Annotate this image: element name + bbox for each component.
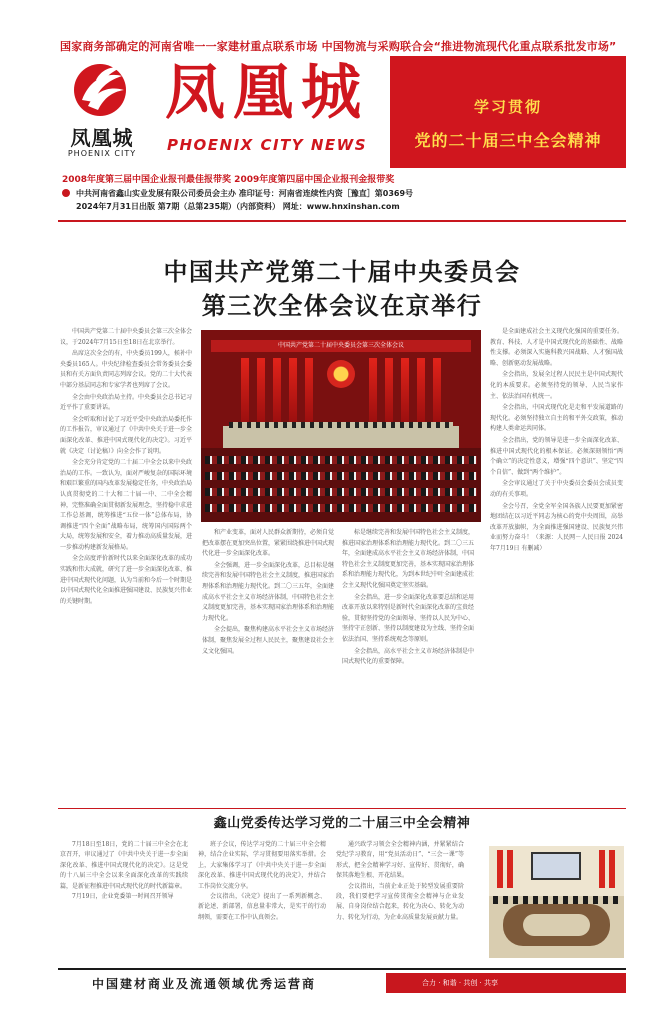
article-column-1 — [60, 327, 192, 755]
rostrum-attendees — [229, 422, 453, 428]
paragraph: 全会指出，发展全过程人民民主是中国式现代化的本质要求。必须坚持党的领导、人民当家作主、依法治国有机统一。 — [490, 371, 623, 400]
attendees — [493, 896, 620, 904]
logo-text: 凤凰城 — [70, 126, 134, 150]
red-flag-icon — [433, 358, 441, 424]
second-article-headline: 鑫山党委传达学习党的二十届三中全会精神 — [213, 816, 471, 831]
paragraph: 通兴政学习领会全会精神内涵，并紧紧结合党纪学习教育，用“党员活动日”、“三会一课”等形式，把全会精神学习好、宣传好、贯彻好，确保其落地生根、开花结果。 — [336, 841, 464, 880]
footer-divider — [58, 968, 626, 970]
paragraph: 和产业变革，面对人民群众新期待，必须自觉把改革摆在更加突出位置，紧紧围绕推进中国式现代化进一步全面深化改革。 — [202, 529, 334, 558]
red-flag-icon — [241, 358, 249, 424]
rostrum — [223, 426, 459, 448]
paragraph: 7月18日至18日，党的二十届三中全会在北京召开，审议通过了《中共中央关于进一步全面深化改革、推进中国式现代化的决定》。这是党的十八届三中全会以来全面深化改革的实践续篇，是新征程推进中国式现代化的时代新篇章。 — [60, 841, 188, 890]
red-flag-icon — [599, 850, 605, 888]
audience-row — [205, 456, 477, 464]
red-flag-icon — [507, 850, 513, 888]
paragraph: 是全面建成社会主义现代化强国的重要任务。教育、科技、人才是中国式现代化的基础性、战略性支撑。必须深入实施科教兴国战略、人才强国战略、创新驱动发展战略。 — [490, 328, 623, 367]
publication-info — [58, 168, 626, 220]
header-divider — [58, 220, 626, 222]
paragraph: 会议指出，《决定》提出了一系列新概念、新论述、新部署，信息量非常大，是实干的行动纲领，需要在工作中认真领会。 — [198, 893, 326, 921]
presentation-screen — [531, 852, 581, 880]
footer-slogan: 中国建材商业及流通领域优秀运营商 — [92, 977, 317, 991]
footer-motto: 合力 · 和谐 · 共创 · 共享 — [386, 973, 626, 993]
masthead — [148, 56, 386, 168]
paragraph: 出席这次全会的有，中央委员199人，候补中央委员165人。中央纪律检查委员会常务委员会委员和有关方面负责同志列席会议。党的二十大代表中部分基层同志和专家学者也列席了会议。 — [60, 350, 192, 389]
article-column-4 — [490, 327, 623, 755]
article-column-3 — [342, 528, 474, 754]
promo-box — [390, 56, 626, 168]
paragraph: 全会提出，聚焦构建高水平社会主义市场经济体制，聚焦发展全过程人民民主，聚焦建设社会主义文化强国。 — [202, 626, 334, 655]
photo-banner-text: 中国共产党第二十届中央委员会第三次全体会议 — [211, 340, 471, 352]
paragraph: 中国共产党第二十届中央委员会第三次全体会议，于2024年7月15日至18日在北京举行。 — [60, 328, 192, 346]
main-headline-line-2: 第三次全体会议在京举行 — [201, 292, 483, 320]
paragraph: 全会指出，中国式现代化是走和平发展道路的现代化。必须坚持独立自主的和平外交政策，推动构建人类命运共同体。 — [490, 404, 623, 433]
paragraph: 全会强调，进一步全面深化改革，总目标是继续完善和发展中国特色社会主义制度，推进国家治理体系和治理能力现代化。到二〇三五年，全面建成高水平社会主义市场经济体制，中国特色社会主义制度更加完善，基本实现国家治理体系和治理能力现代化。 — [202, 561, 334, 622]
second-article-column-1 — [60, 840, 188, 962]
paragraph: 全会指出，党的领导是进一步全面深化改革、推进中国式现代化的根本保证。必须深刻领悟“两个确立”的决定性意义，增强“四个意识”、坚定“四个自信”、做到“两个维护”。 — [490, 436, 623, 476]
red-flag-icon — [401, 358, 409, 424]
paragraph: 全会高度评价新时代以来全面深化改革的成功实践和伟大成就，研究了进一步全面深化改革、推进中国式现代化问题，认为当前和今后一个时期是以中国式现代化全面推进强国建设、民族复兴伟业的关键时期。 — [60, 555, 192, 605]
main-headline-line-1: 中国共产党第二十届中央委员会 — [163, 258, 521, 286]
award-line: 2008年度第三届中国企业报刊最佳报带奖 2009年度第四届中国企业报刊金报带奖 — [62, 175, 395, 185]
bullet-dot-icon — [62, 189, 70, 197]
paragraph: 标是继续完善和发展中国特色社会主义制度，推进国家治理体系和治理能力现代化。到二〇三五年，全面建成高水平社会主义市场经济体制，中国特色社会主义制度更加完善，基本实现国家治理体系和治理能力现代化，为到本世纪中叶全面建成社会主义现代化强国奠定坚实基础。 — [342, 529, 474, 589]
promo-line-1: 学习贯彻 — [473, 98, 542, 116]
section-divider — [58, 808, 626, 809]
masthead-title: 凤凰城 — [165, 58, 369, 128]
paragraph: 班子会议，传达学习党的二十届三中全会精神，结合企业实际，学习贯彻要用落实举措。会上，大家集体学习了《中共中央关于进一步全面深化改革、推进中国式现代化的决定》，并结合工作岗位交流分享。 — [198, 841, 326, 890]
promo-line-2: 党的二十届三中全会精神 — [414, 131, 602, 150]
second-article-column-2 — [198, 840, 326, 962]
red-flag-icon — [305, 358, 313, 424]
audience-row — [205, 504, 477, 512]
red-flag-icon — [289, 358, 297, 424]
conference-table-center — [523, 914, 590, 936]
red-flag-icon — [257, 358, 265, 424]
meeting-room-photo — [489, 846, 624, 958]
paragraph: 全会指出，高水平社会主义市场经济体制是中国式现代化的重要保障。 — [342, 647, 474, 666]
red-flag-icon — [385, 358, 393, 424]
logo-subtext: PHOENIX CITY — [67, 149, 137, 158]
red-flag-icon — [369, 358, 377, 424]
phoenix-logo — [58, 56, 144, 166]
paragraph: 全会号召，全党全军全国各族人民要更加紧密地团结在以习近平同志为核心的党中央周围，高举改革开放旗帜，为全面推进强国建设、民族复兴伟业而努力奋斗！（来源：人民网－人民日报 2024年7月19日 有删减） — [490, 502, 623, 552]
red-flag-icon — [417, 358, 425, 424]
paragraph: 全会充分肯定党的二十届二中全会以来中央政治局的工作。一致认为，面对严峻复杂的国际环境和艰巨繁重的国内改革发展稳定任务，中央政治局认真贯彻党的二十大和二十届一中、二中全会精神，完整准确全面贯彻新发展理念，坚持稳中求进工作总基调，统筹推进“五位一体”总体布局，协调推进“四个全面”战略布局，统筹国内国际两个大局，统筹发展和安全，着力推动高质量发展，进一步推动构建新发展格局。 — [60, 459, 192, 551]
audience-row — [205, 472, 477, 480]
plenary-session-photo — [201, 330, 481, 522]
issue-line: 2024年7月31日出版 第7期（总第235期）（内部资料） 网址：www.hnxinshan.com — [76, 202, 400, 211]
paragraph: 全会由中央政治局主持。中央委员会总书记习近平作了重要讲话。 — [60, 393, 192, 412]
audience-row — [205, 488, 477, 496]
sponsor-line: 中共河南省鑫山实业发展有限公司委员会主办 准印证号：河南省连续性内资［豫直］第0369号 — [76, 189, 414, 198]
red-flag-icon — [497, 850, 503, 888]
topline-banner: 国家商务部确定的河南省唯一一家建材重点联系市场 中国物流与采购联合会“推进物流现代化重点联系批发市场” — [60, 40, 617, 53]
article-column-2 — [202, 528, 334, 754]
paragraph: 全会听取和讨论了习近平受中央政治局委托作的工作报告，审议通过了《中共中央关于进一步全面深化改革、推进中国式现代化的决定》。习近平就《决定（讨论稿）》向全会作了说明。 — [60, 415, 192, 455]
party-emblem-icon — [327, 360, 355, 388]
paragraph: 全会指出，进一步全面深化改革要总结和运用改革开放以来特别是新时代全面深化改革的宝贵经验，贯彻坚持党的全面领导、坚持以人民为中心、坚持守正创新、坚持以制度建设为主线、坚持全面依法治国、坚持系统观念等原则。 — [342, 593, 474, 643]
red-flag-icon — [609, 850, 615, 888]
second-article-column-3 — [336, 840, 464, 962]
paragraph: 全会审议通过了关于中央委员会委员会成员变动的有关事项。 — [490, 480, 623, 498]
red-flag-icon — [273, 358, 281, 424]
paragraph: 会议指出，当前企业正处于转型发展重要阶段，我们要把学习宣传贯彻全会精神与企业发展、自身岗位结合起来，转化为决心、转化为动力、转化为行动，为企业高质量发展贡献力量。 — [336, 882, 464, 921]
phoenix-icon — [68, 60, 132, 118]
paragraph: 7月19日，企业党委第一时间召开领导 — [72, 893, 174, 901]
masthead-subtitle: PHOENIX CITY NEWS — [166, 136, 368, 154]
